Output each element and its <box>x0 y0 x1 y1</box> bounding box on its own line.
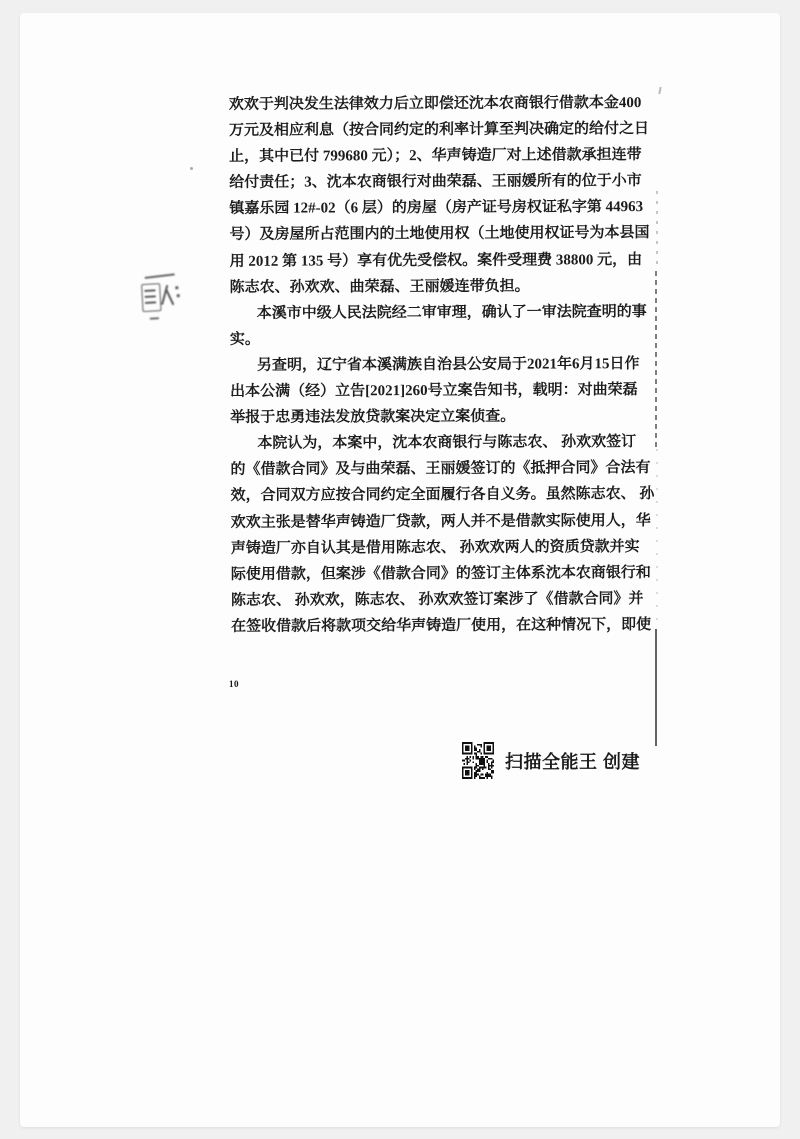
text-line: 本溪市中级人民法院经二审审理，确认了一审法院查明的事 <box>256 303 647 322</box>
qr-code-icon <box>462 742 494 779</box>
smudge-stroke <box>177 294 180 297</box>
text-line: 用 2012 第 135 号）享有优先受偿权。案件受理费 38800 元，由 <box>229 251 643 270</box>
text-line: 在签收借款后将款项交给华声铸造厂使用，在这种情况下，即使 <box>231 616 652 635</box>
text-line: 的《借款合同》及与曲荣磊、王丽媛签订的《抵押合同》合法有 <box>230 460 651 479</box>
scan-scratch-line <box>655 629 657 746</box>
text-line: 陈志农、 孙欢欢，陈志农、 孙欢欢签订案涉了《借款合同》并 <box>230 590 644 609</box>
text-line: 欢欢主张是替华声铸造厂贷款，两人并不是借款实际使用人，华 <box>230 512 651 531</box>
text-line: 镇嘉乐园 12#-02（6 层）的房屋（房产证号房权证私字第 44963 <box>229 199 644 218</box>
document-text-block <box>228 90 655 640</box>
scan-dot-mark <box>190 167 193 170</box>
scan-speck-mark <box>658 87 661 94</box>
scan-scratch-line <box>655 271 657 449</box>
text-line: 声铸造厂亦自认其是借用陈志农、 孙欢欢两人的资质贷款并实 <box>230 538 640 557</box>
ink-smudge-stamp <box>141 274 186 328</box>
text-line: 号）及房屋所占范围内的土地使用权（土地使用权证号为本县国 <box>229 225 650 244</box>
scan-scratch-line <box>656 449 658 629</box>
camscanner-watermark <box>462 742 640 779</box>
text-line: 止，其中已付 799680 元）；2、华声铸造厂对上述借款承担连带 <box>229 147 642 166</box>
text-line: 出本公满（经）立告[2021]260号立案告知书，载明：对曲荣磊 <box>230 382 638 400</box>
text-line: 实。 <box>229 331 260 348</box>
smudge-stroke <box>145 273 175 279</box>
smudge-stroke <box>175 286 178 289</box>
text-line: 效，合同双方应按合同约定全面履行各自义务。虽然陈志农、 孙 <box>230 486 655 505</box>
text-line: 际使用借款，但案涉《借款合同》的签订主体系沈本农商银行和 <box>230 564 651 583</box>
page-number: 10 <box>229 679 239 689</box>
scanned-page <box>20 13 780 1127</box>
scan-scratch-line <box>656 191 658 271</box>
text-line: 本院认为，本案中，沈本农商银行与陈志农、 孙欢欢签订 <box>257 434 637 452</box>
text-line: 陈志农、孙欢欢、曲荣磊、王丽媛连带负担。 <box>229 278 530 296</box>
text-line: 给付责任；3、沈本农商银行对曲荣磊、王丽媛所有的位于小市 <box>229 173 642 192</box>
watermark-label: 扫描全能王 创建 <box>505 751 641 772</box>
text-line: 另查明，辽宁省本溪满族自治县公安局于2021年6月15日作 <box>256 356 640 374</box>
text-line: 欢欢于判决发生法律效力后立即偿还沈本农商银行借款本金400 <box>228 95 642 113</box>
text-line: 举报于忠勇违法发放贷款案决定立案侦查。 <box>230 408 516 426</box>
smudge-stroke <box>150 317 159 319</box>
text-line: 万元及相应利息（按合同约定的利率计算至判决确定的给付之日 <box>228 121 650 139</box>
smudge-stroke <box>165 289 174 305</box>
